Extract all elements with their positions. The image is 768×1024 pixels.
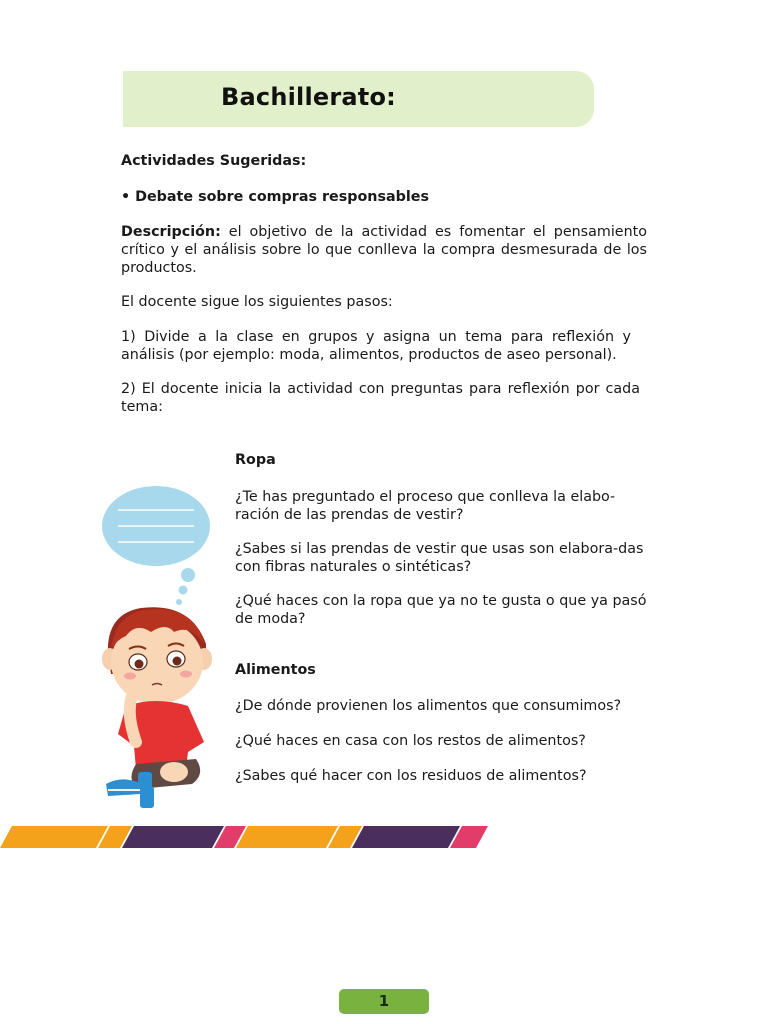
question-alimentos-2: ¿Qué haces en casa con los restos de alimentos?	[235, 733, 586, 749]
thought-bubble-icon	[102, 486, 210, 605]
description-label: Descripción:	[121, 224, 221, 240]
question-alimentos-3: ¿Sabes qué hacer con los residuos de alimentos?	[235, 768, 587, 784]
step-1: 1) Divide a la clase en grupos y asigna un tema para reflexión y análisis (por ejemplo: moda, alimentos, productos de aseo personal).	[121, 329, 631, 363]
steps-intro: El docente sigue los siguientes pasos:	[121, 294, 393, 310]
page-number: 1	[339, 989, 429, 1014]
question-ropa-3: ¿Qué haces con la ropa que ya no te gusta o que ya pasó de moda?	[235, 593, 647, 627]
page-title: Bachillerato:	[221, 83, 396, 111]
stripe-purple-2	[352, 826, 460, 848]
stripe-orange-1	[0, 826, 108, 848]
step-2: 2) El docente inicia la actividad con preguntas para reflexión por cada tema:	[121, 381, 640, 415]
question-ropa-1: ¿Te has preguntado el proceso que conlleva la elabo-ración de las prendas de vestir?	[235, 489, 616, 523]
question-ropa-2: ¿Sabes si las prendas de vestir que usas son elabora-das con fibras naturales o sintéticas?	[235, 541, 644, 575]
topic-title-ropa: Ropa	[235, 452, 276, 468]
thinking-child-illustration	[96, 484, 216, 814]
topic-title-alimentos: Alimentos	[235, 662, 316, 678]
decorative-stripes	[0, 826, 500, 850]
stripe-orange-3	[236, 826, 338, 848]
activity-title: • Debate sobre compras responsables	[121, 189, 429, 205]
stripe-purple-1	[122, 826, 224, 848]
description-text: el objetivo de la actividad es fomentar el pensamiento crítico y el análisis sobre lo que conlleva la compra desmesurada de los productos.	[121, 224, 647, 276]
header-banner	[123, 71, 594, 127]
description-paragraph	[121, 223, 647, 277]
question-alimentos-1: ¿De dónde provienen los alimentos que consumimos?	[235, 698, 622, 714]
activities-heading: Actividades Sugeridas:	[121, 153, 307, 169]
